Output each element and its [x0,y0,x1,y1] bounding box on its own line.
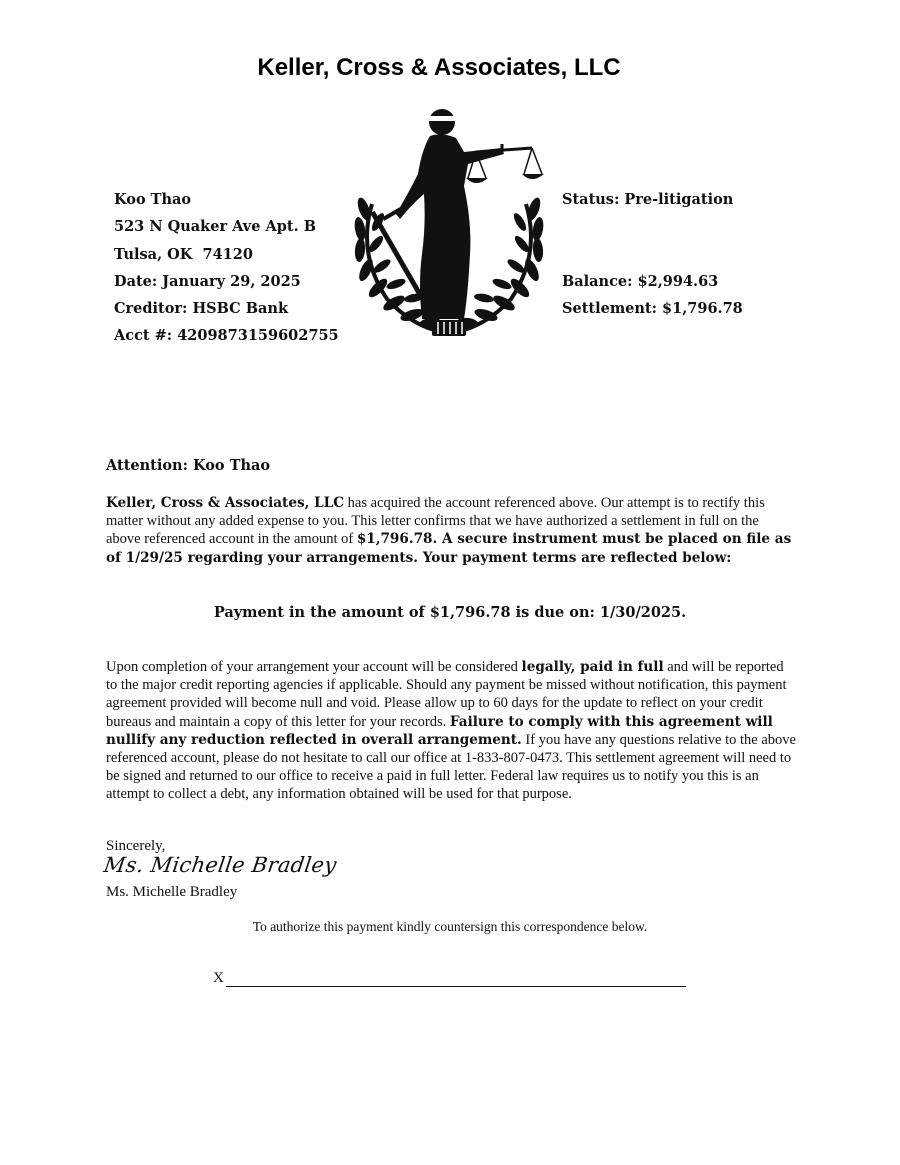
debtor-address-line2: Tulsa, OK 74120 [114,246,253,263]
letter-date: Date: January 29, 2025 [114,273,301,290]
account-number: Acct #: 4209873159602755 [114,327,339,344]
lady-justice-icon [352,104,546,340]
terms-text-a: Upon completion of your arrangement your account will be considered [106,659,522,675]
failure-warning: Failure to comply with this agreement will nullify any reduction reflected in overall arrangement. [106,713,773,748]
settlement-amount: Settlement: $1,796.78 [562,300,743,317]
authorize-instruction: To authorize this payment kindly countersign this correspondence below. [252,919,648,934]
debtor-address-line1: 523 N Quaker Ave Apt. B [114,218,316,235]
signature-rule [226,972,686,987]
signer-name: Ms. Michelle Bradley [106,884,238,900]
countersign-line[interactable] [213,970,686,987]
firm-name-inline: Keller, Cross & Associates, LLC [106,495,345,511]
terms-text-c: and will be reported to the major credit reporting agencies if applicable. Should any payment be missed without notification, this payment agreement provided will become null and void. Please allow up to 60 days for the update to reflect on your credit bureaus and maintain a copy of this letter for your records. [106,659,787,730]
firm-name: Keller, Cross & Associates, LLC [257,54,621,81]
attention-line: Attention: Koo Thao [106,457,271,474]
paragraph-intro [106,494,796,567]
paragraph-terms [106,658,796,804]
handwritten-signature: Ms. Michelle Bradley [102,853,339,877]
closing-salutation: Sincerely, [106,838,166,854]
secure-instrument-notice: A secure instrument must be placed on file as of 1/29/25 regarding your arrangements. Your payment terms are reflected below: [106,531,792,566]
intro-text: has acquired the account referenced above. Our attempt is to rectify this matter without any added expense to you. This letter confirms that we have authorized a settlement in full on the above referenced account in the amount of [106,495,765,548]
status-label: Status: Pre-litigation [562,191,734,208]
creditor-name: Creditor: HSBC Bank [114,300,288,317]
balance-amount: Balance: $2,994.63 [562,273,719,290]
debtor-name: Koo Thao [114,191,192,208]
paid-in-full-phrase: legally, paid in full [521,659,664,675]
settlement-amount-inline: $1,796.78. [356,531,438,548]
terms-text-e: If you have any questions relative to the above referenced account, please do not hesitate to call our office at 1-833-807-0473. This settlement agreement will need to be signed and returned to our office to receive a paid in full letter. Federal law requires us to notify you this is an attempt to collect a debt, any information obtained will be used for that purpose. [106,731,796,803]
payment-due-line: Payment in the amount of $1,796.78 is due on: 1/30/2025. [213,604,687,621]
sign-mark: X [213,970,224,986]
